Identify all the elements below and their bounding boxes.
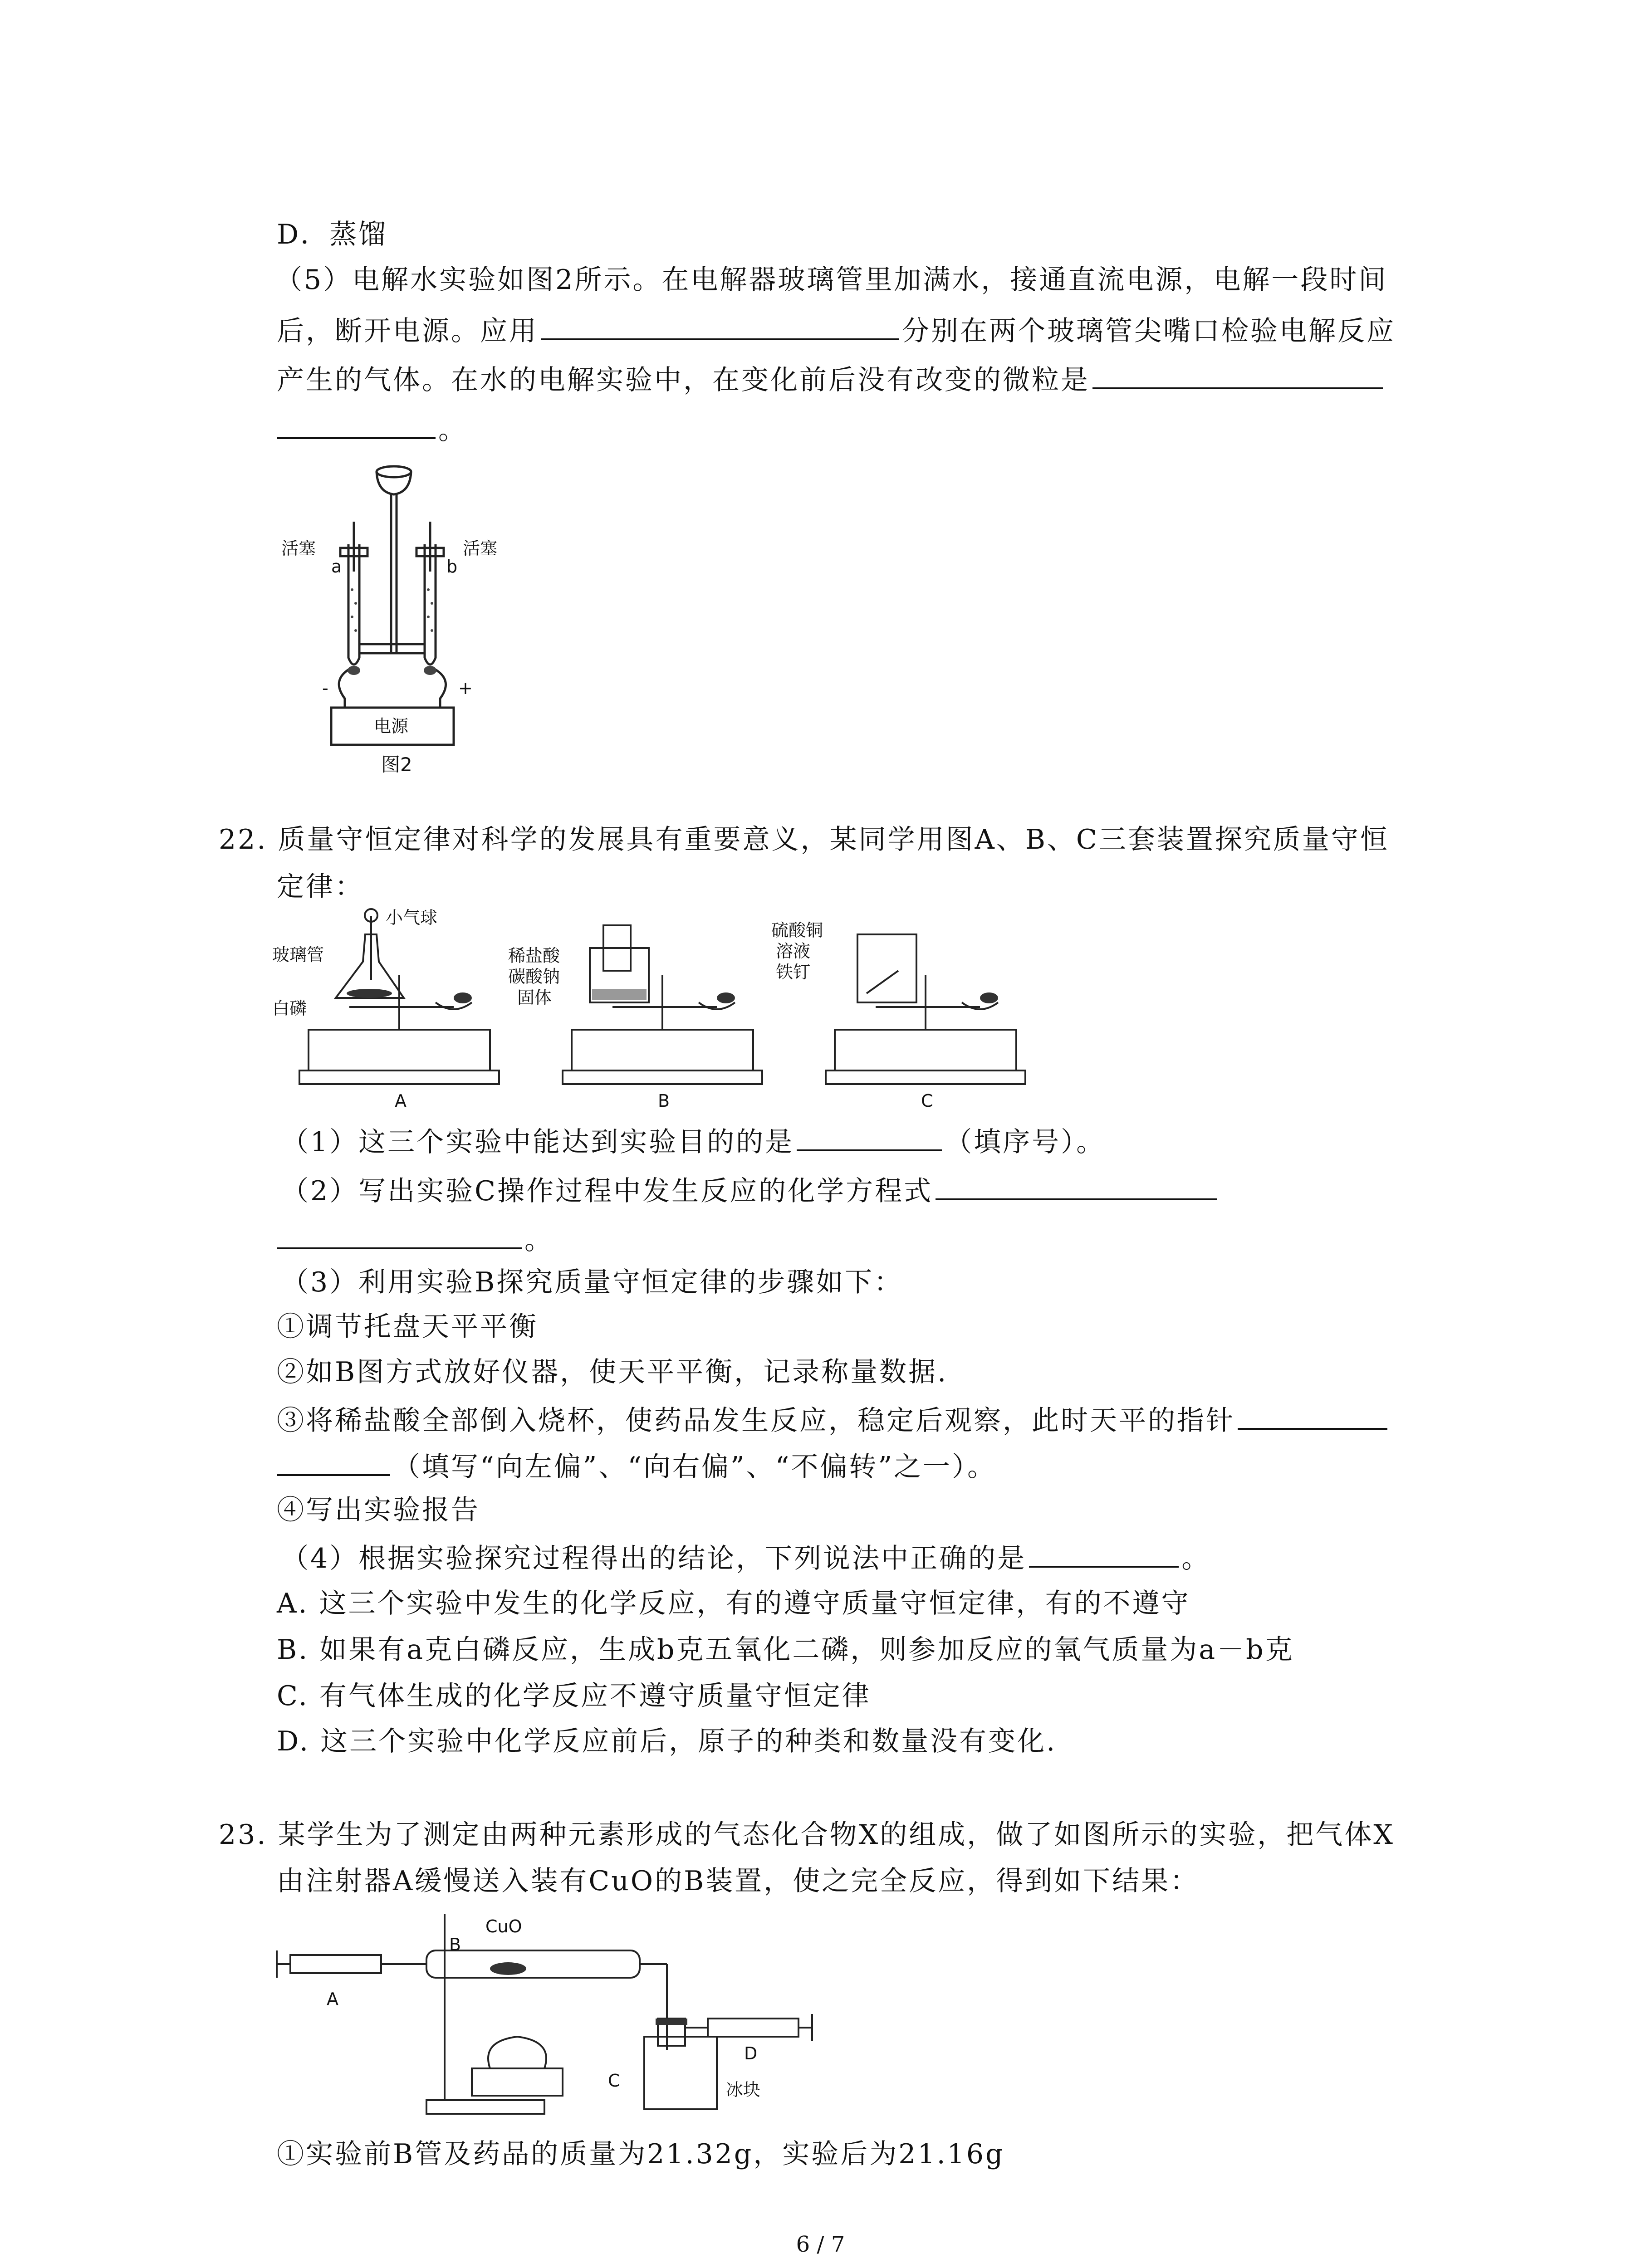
q21-part5-text-c: 产生的气体。在水的电解实验中，在变化前后没有改变的微粒是 bbox=[277, 364, 1090, 396]
label-b: b bbox=[446, 557, 458, 577]
label-balance-c: C bbox=[921, 1091, 933, 1111]
q22-sub4 bbox=[281, 1539, 1210, 1576]
answer-blank-q22-1[interactable] bbox=[797, 1122, 942, 1151]
q21-part5-text-a: 后，断开电源。应用 bbox=[277, 315, 538, 347]
figure-2-electrolysis bbox=[272, 454, 554, 798]
q22-sub4-text-b: 。 bbox=[1181, 1543, 1211, 1574]
label-cuo: CuO bbox=[485, 1916, 522, 1936]
label-syringe-d: D bbox=[744, 2043, 758, 2063]
label-glass-tube: 玻璃管 bbox=[272, 945, 324, 965]
answer-blank-q22-4[interactable] bbox=[1029, 1539, 1179, 1568]
page-number: 6 / 7 bbox=[796, 2232, 845, 2257]
label-syringe-a: A bbox=[327, 1989, 338, 2009]
q22-sub4-text-a: （4）根据实验探究过程得出的结论，下列说法中正确的是 bbox=[281, 1543, 1027, 1574]
q21-option-d: D．蒸馏 bbox=[277, 219, 388, 250]
label-left-stopcock: 活塞 bbox=[281, 538, 316, 558]
label-solution: 溶液 bbox=[776, 941, 811, 961]
label-small-balloon: 小气球 bbox=[386, 908, 438, 928]
q21-part5-line4 bbox=[277, 410, 467, 448]
q22-step3-text-b: （填写“向左偏”、“向右偏”、“不偏转”之一）。 bbox=[393, 1451, 997, 1483]
q22-sub3: （3）利用实验B探究质量守恒定律的步骤如下： bbox=[281, 1266, 903, 1298]
q22-sub2-cont bbox=[277, 1220, 554, 1258]
label-beaker-c: C bbox=[608, 2071, 620, 2091]
label-copper-sulfate: 硫酸铜 bbox=[771, 920, 823, 940]
answer-blank-q22-3b[interactable] bbox=[277, 1447, 390, 1476]
answer-blank-q22-2b[interactable] bbox=[277, 1220, 522, 1249]
label-minus: - bbox=[322, 678, 328, 698]
q23-result-1: ①实验前B管及药品的质量为21.32g，实验后为21.16g bbox=[277, 2138, 1005, 2170]
q22-step3-cont bbox=[277, 1447, 996, 1485]
q22-step3-text-a: ③将稀盐酸全部倒入烧杯，使药品发生反应，稳定后观察，此时天平的指针 bbox=[277, 1405, 1235, 1437]
q22-option-a: A. 这三个实验中发生的化学反应，有的遵守质量守恒定律，有的不遵守 bbox=[277, 1588, 1190, 1619]
label-iron-nail: 铁钉 bbox=[776, 962, 811, 982]
label-white-phosphorus: 白磷 bbox=[272, 998, 307, 1018]
answer-blank-particles-b[interactable] bbox=[277, 410, 436, 439]
label-power: 电源 bbox=[374, 716, 409, 736]
label-a: a bbox=[331, 557, 342, 577]
q22-sub2 bbox=[281, 1171, 1220, 1209]
q22-stem-line2: 定律： bbox=[277, 871, 364, 903]
q22-sub2-text-a: （2）写出实验C操作过程中发生反应的化学方程式 bbox=[281, 1175, 933, 1207]
q22-step4: ④写出实验报告 bbox=[277, 1494, 480, 1526]
label-ice: 冰块 bbox=[726, 2080, 761, 2100]
figure-q23-apparatus bbox=[272, 1905, 862, 2132]
q22-step3 bbox=[277, 1401, 1390, 1438]
q21-part5-text-b: 分别在两个玻璃管尖嘴口检验电解反应 bbox=[902, 315, 1396, 347]
q22-step1: ①调节托盘天平平衡 bbox=[277, 1311, 538, 1343]
q22-sub1-text-b: （填序号）。 bbox=[945, 1126, 1106, 1158]
q22-step2: ②如B图方式放好仪器，使天平平衡，记录称量数据. bbox=[277, 1356, 948, 1388]
q21-part5-text-d: 。 bbox=[438, 414, 467, 446]
label-right-stopcock: 活塞 bbox=[463, 538, 498, 558]
label-balance-a: A bbox=[395, 1091, 407, 1111]
q22-option-d: D. 这三个实验中化学反应前后，原子的种类和数量没有变化. bbox=[277, 1725, 1057, 1757]
q22-option-c: C. 有气体生成的化学反应不遵守质量守恒定律 bbox=[277, 1680, 871, 1712]
q23-stem-line1: 23. 某学生为了测定由两种元素形成的气态化合物X的组成，做了如图所示的实验，把气体X bbox=[219, 1819, 1395, 1851]
q22-stem-line1: 22. 质量守恒定律对科学的发展具有重要意义，某同学用图A、B、C三套装置探究质量守恒 bbox=[219, 824, 1389, 855]
answer-blank-particles-a[interactable] bbox=[1092, 360, 1383, 389]
label-solid: 固体 bbox=[517, 987, 552, 1007]
figure-2-caption: 图2 bbox=[381, 753, 412, 776]
q21-part5-line2 bbox=[277, 311, 1396, 349]
q22-sub1-text-a: （1）这三个实验中能达到实验目的的是 bbox=[281, 1126, 794, 1158]
answer-blank-q22-2a[interactable] bbox=[936, 1171, 1217, 1200]
figure-q22-balances bbox=[272, 907, 1089, 1116]
label-b-tube: B bbox=[449, 1935, 461, 1955]
q22-sub2-text-b: 。 bbox=[524, 1224, 554, 1256]
q21-part5-line3 bbox=[277, 360, 1386, 398]
label-plus: + bbox=[458, 678, 473, 698]
q22-sub1 bbox=[281, 1122, 1105, 1160]
label-sodium-carbonate: 碳酸钠 bbox=[508, 967, 560, 987]
answer-blank-gas-test[interactable] bbox=[541, 311, 899, 340]
q22-option-b: B. 如果有a克白磷反应，生成b克五氧化二磷，则参加反应的氧气质量为a－b克 bbox=[277, 1634, 1294, 1666]
q23-stem-line2: 由注射器A缓慢送入装有CuO的B装置，使之完全反应，得到如下结果： bbox=[277, 1865, 1200, 1897]
label-balance-b: B bbox=[658, 1091, 670, 1111]
label-dilute-hcl: 稀盐酸 bbox=[508, 946, 560, 966]
answer-blank-q22-3a[interactable] bbox=[1238, 1401, 1387, 1430]
q21-part5-line1: （5）电解水实验如图2所示。在电解器玻璃管里加满水，接通直流电源，电解一段时间 bbox=[275, 264, 1388, 296]
